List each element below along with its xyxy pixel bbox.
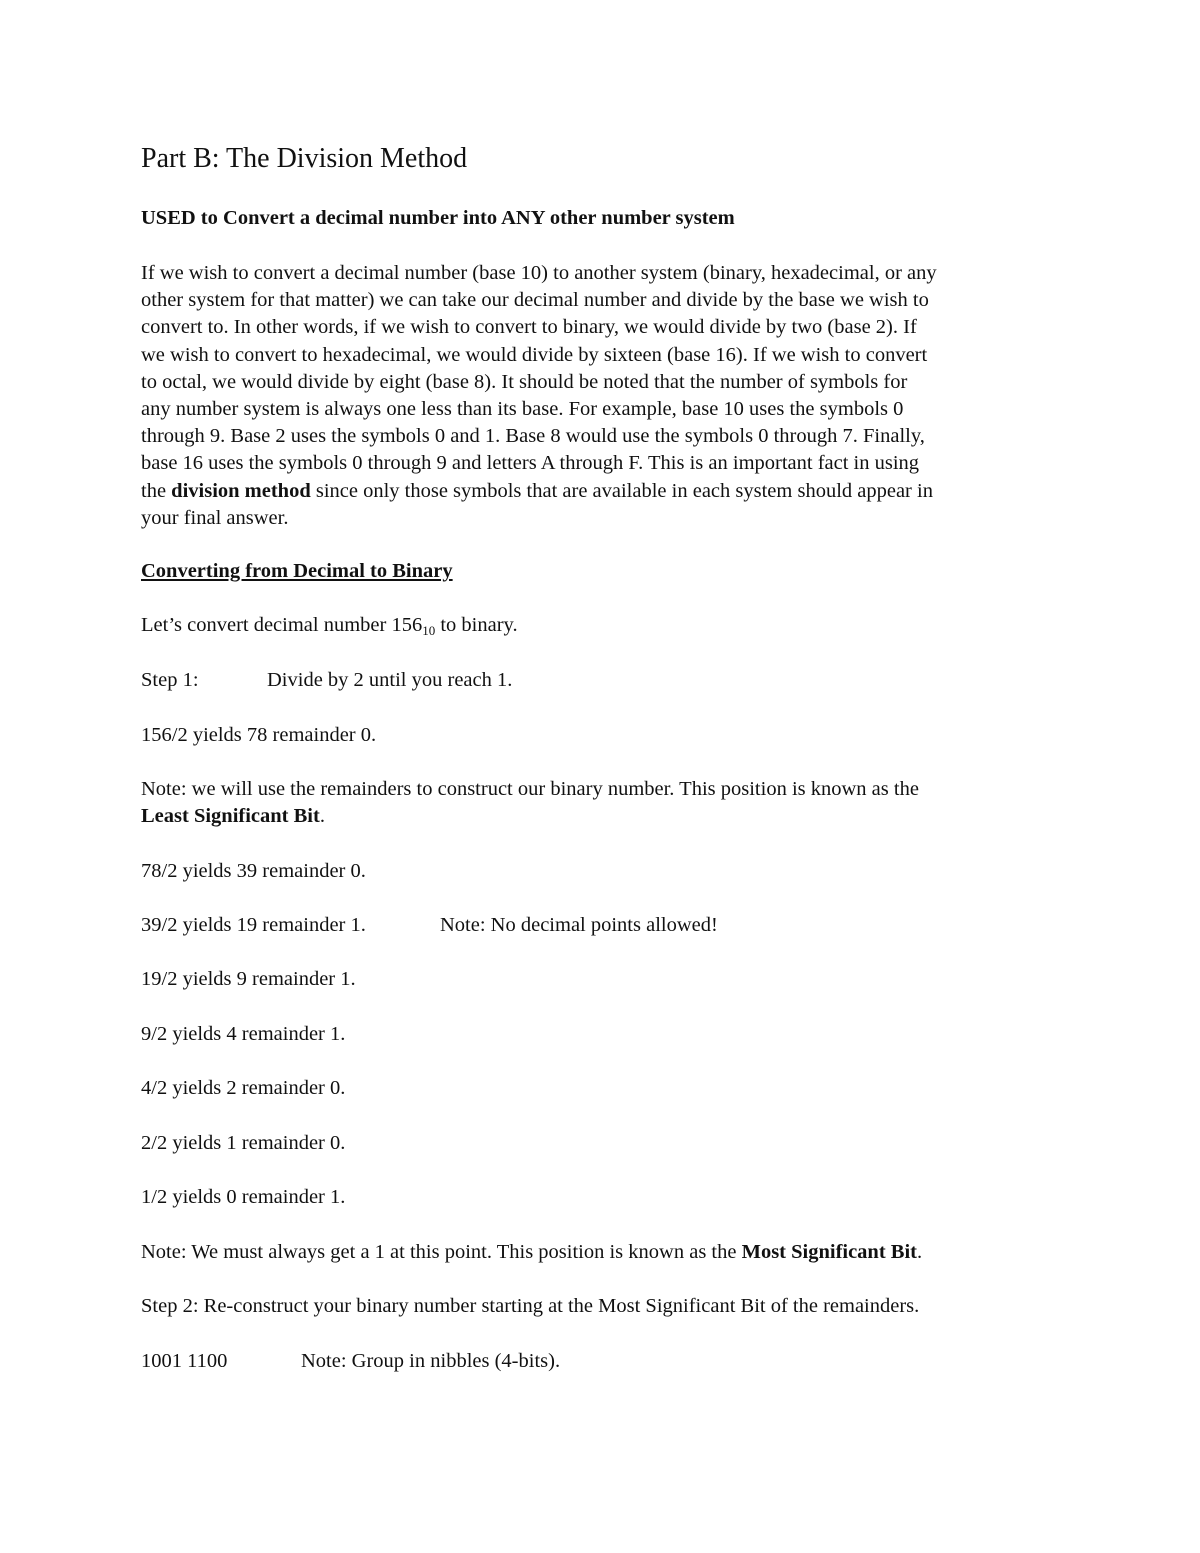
intro-line-5: to octal, we would divide by eight (base 8). It should be noted that the number of symbols for — [141, 370, 908, 393]
intro-line-10: your final answer. — [141, 506, 289, 529]
intro-line-9 — [141, 478, 1071, 505]
lsb-period: . — [319, 805, 325, 827]
intro-line-3: convert to. In other words, if we wish to convert to binary, we would divide by two (base 2). If — [141, 316, 917, 339]
intro-line-9-post: since only those symbols that are available in each system should appear in — [310, 479, 933, 502]
intro-line-4: we wish to convert to hexadecimal, we would divide by sixteen (base 16). If we wish to convert — [141, 343, 928, 366]
division-1: 1/2 yields 0 remainder 1. — [141, 1186, 346, 1208]
division-2: 2/2 yields 1 remainder 0. — [141, 1132, 346, 1154]
note-msb-pre: Note: We must always get a 1 at this point. This position is known as the — [141, 1241, 742, 1263]
note-msb-line — [141, 1239, 922, 1266]
intro-paragraph — [141, 260, 1071, 532]
division-9: 9/2 yields 4 remainder 1. — [141, 1023, 346, 1045]
intro-line-1: If we wish to convert a decimal number (base 10) to another system (binary, hexadecimal, or any — [141, 262, 937, 284]
binary-result: 1001 1100 — [141, 1350, 228, 1372]
page-title: Part B: The Division Method — [141, 143, 468, 174]
intro-line-8: base 16 uses the symbols 0 through 9 and letters A through F. This is an important fact in using — [141, 452, 920, 475]
lsb-term: Least Significant Bit — [141, 805, 320, 827]
note-no-decimal: Note: No decimal points allowed! — [440, 914, 718, 936]
note-lsb-text: Note: we will use the remainders to construct our binary number. This position is known as the — [141, 778, 919, 800]
division-39: 39/2 yields 19 remainder 1. — [141, 914, 366, 936]
division-4: 4/2 yields 2 remainder 0. — [141, 1077, 346, 1099]
intro-line-9-pre: the — [141, 479, 172, 502]
intro-line-2: other system for that matter) we can take our decimal number and divide by the base we wish to — [141, 289, 929, 312]
division-156: 156/2 yields 78 remainder 0. — [141, 724, 377, 746]
division-19: 19/2 yields 9 remainder 1. — [141, 968, 356, 990]
intro-line-7: through 9. Base 2 uses the symbols 0 and 1. Base 8 would use the symbols 0 through 7. Finally, — [141, 425, 925, 448]
step-2-line: Step 2: Re-construct your binary number starting at the Most Significant Bit of the remainders. — [141, 1295, 920, 1317]
lets-convert-post: to binary. — [435, 614, 518, 636]
division-78: 78/2 yields 39 remainder 0. — [141, 860, 366, 882]
step-1-text: Divide by 2 until you reach 1. — [267, 669, 513, 691]
note-lsb-term-line — [141, 803, 325, 830]
division-method-term: division method — [171, 479, 311, 502]
msb-term: Most Significant Bit — [741, 1241, 917, 1263]
lets-convert-pre: Let’s convert decimal number 156 — [141, 614, 423, 636]
step-1-label: Step 1: — [141, 669, 199, 691]
subtitle: USED to Convert a decimal number into ANY other number system — [141, 207, 735, 229]
note-nibbles: Note: Group in nibbles (4-bits). — [301, 1350, 561, 1372]
intro-line-6: any number system is always one less than its base. For example, base 10 uses the symbols 0 — [141, 398, 904, 421]
note-msb-post: . — [917, 1241, 923, 1263]
section-heading: Converting from Decimal to Binary — [141, 560, 453, 582]
lets-convert-line — [141, 612, 518, 639]
base-subscript: 10 — [422, 623, 436, 638]
